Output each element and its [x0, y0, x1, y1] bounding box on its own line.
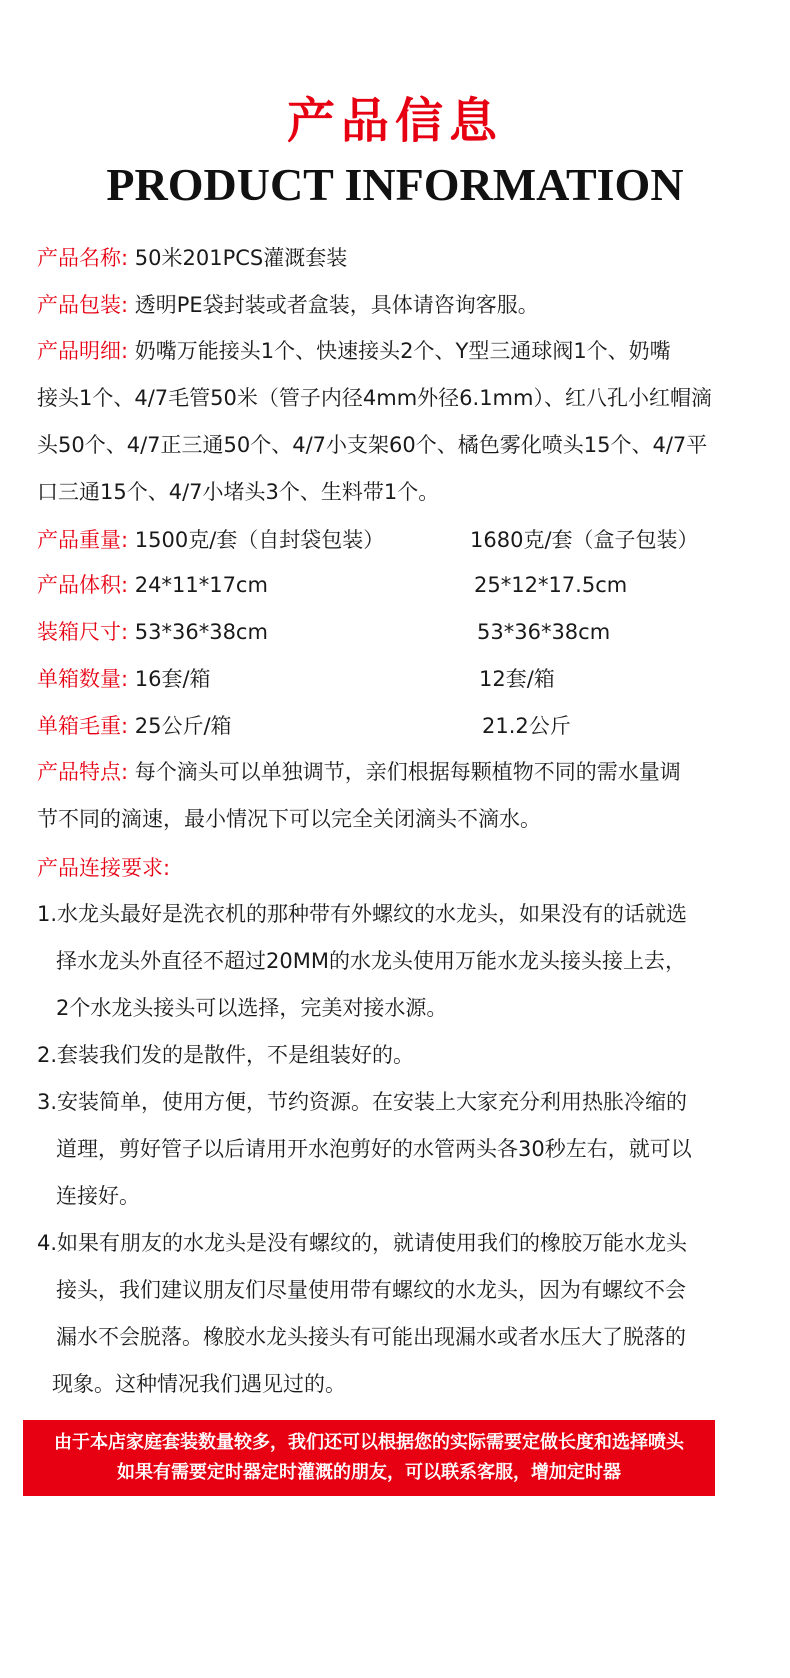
- step-line: 漏水不会脱落。橡胶水龙头接头有可能出现漏水或者水压大了脱落的: [56, 1325, 686, 1349]
- step-line: 道理，剪好管子以后请用开水泡剪好的水管两头各30秒左右，就可以: [56, 1137, 692, 1161]
- spec-value-2: 21.2公斤: [482, 714, 571, 738]
- page-subtitle: PRODUCT INFORMATION: [106, 159, 684, 210]
- requirements-title: 产品连接要求:: [37, 856, 171, 880]
- step-line: 接头，我们建议朋友们尽量使用带有螺纹的水龙头，因为有螺纹不会: [56, 1278, 686, 1302]
- spec-features-block: [37, 749, 737, 843]
- spec-value-1: 1500克/套（自封袋包装）: [134, 528, 385, 552]
- spec-line: 节不同的滴速，最小情况下可以完全关闭滴头不滴水。: [37, 807, 541, 831]
- requirement-step-2: [37, 1032, 414, 1079]
- spec-details-block: [37, 328, 737, 516]
- spec-value-2: 25*12*17.5cm: [474, 573, 628, 597]
- spec-value-2: 53*36*38cm: [477, 620, 611, 644]
- requirement-step-3: [37, 1079, 692, 1220]
- spec-box-size-row: [37, 608, 737, 656]
- spec-value-1: 25公斤/箱: [134, 714, 232, 738]
- spec-value-1: 53*36*38cm: [134, 620, 268, 644]
- spec-value-1: 16套/箱: [134, 667, 211, 691]
- requirement-step-1: [37, 891, 687, 1032]
- spec-line: 奶嘴万能接头1个、快速接头2个、Y型三通球阀1个、奶嘴: [134, 339, 671, 363]
- step-line: 连接好。: [56, 1184, 140, 1208]
- notice-banner: [23, 1420, 715, 1496]
- step-line: 2个水龙头接头可以选择，完美对接水源。: [56, 996, 448, 1020]
- step-line: 择水龙头外直径不超过20MM的水龙头使用万能水龙头接头接上去，: [56, 949, 686, 973]
- spec-value-2: 12套/箱: [479, 667, 555, 691]
- requirement-step-4: [37, 1220, 687, 1408]
- spec-label: 产品特点:: [37, 760, 129, 784]
- step-line: 4.如果有朋友的水龙头是没有螺纹的，就请使用我们的橡胶万能水龙头: [37, 1231, 688, 1255]
- spec-value-2: 1680克/套（盒子包装）: [470, 528, 699, 552]
- spec-label: 单箱毛重:: [37, 714, 129, 738]
- spec-box-qty-row: [37, 655, 737, 703]
- spec-label: 产品重量:: [37, 528, 129, 552]
- spec-value: 透明PE袋封装或者盒装，具体请咨询客服。: [134, 293, 539, 317]
- step-line: 1.水龙头最好是洗衣机的那种带有外螺纹的水龙头，如果没有的话就选: [37, 902, 688, 926]
- spec-label: 产品包装:: [37, 293, 129, 317]
- banner-line: 如果有需要定时器定时灌溉的朋友，可以联系客服，增加定时器: [117, 1462, 621, 1483]
- step-line: 2.套装我们发的是散件，不是组装好的。: [37, 1043, 415, 1067]
- spec-line: 每个滴头可以单独调节，亲们根据每颗植物不同的需水量调: [134, 760, 681, 784]
- spec-value: 50米201PCS灌溉套装: [134, 246, 348, 270]
- page-title: 产品信息: [286, 93, 503, 149]
- spec-name-row: [37, 234, 347, 282]
- spec-box-weight-row: [37, 702, 737, 750]
- spec-label: 产品名称:: [37, 246, 129, 270]
- spec-label: 产品明细:: [37, 339, 129, 363]
- spec-label: 产品体积:: [37, 573, 129, 597]
- spec-volume-row: [37, 561, 737, 609]
- spec-label: 装箱尺寸:: [37, 620, 129, 644]
- spec-line: 接头1个、4/7毛管50米（管子内径4mm外径6.1mm）、红八孔小红帽滴: [37, 386, 712, 410]
- spec-label: 单箱数量:: [37, 667, 129, 691]
- spec-weight-row: [37, 516, 737, 564]
- spec-line: 头50个、4/7正三通50个、4/7小支架60个、橘色雾化喷头15个、4/7平: [37, 433, 708, 457]
- spec-line: 口三通15个、4/7小堵头3个、生料带1个。: [37, 480, 440, 504]
- step-line: 3.安装简单，使用方便，节约资源。在安装上大家充分利用热胀冷缩的: [37, 1090, 688, 1114]
- banner-line: 由于本店家庭套装数量较多，我们还可以根据您的实际需要定做长度和选择喷头: [54, 1432, 684, 1453]
- spec-value-1: 24*11*17cm: [134, 573, 268, 597]
- step-line: 现象。这种情况我们遇见过的。: [52, 1372, 346, 1396]
- spec-package-row: [37, 281, 539, 329]
